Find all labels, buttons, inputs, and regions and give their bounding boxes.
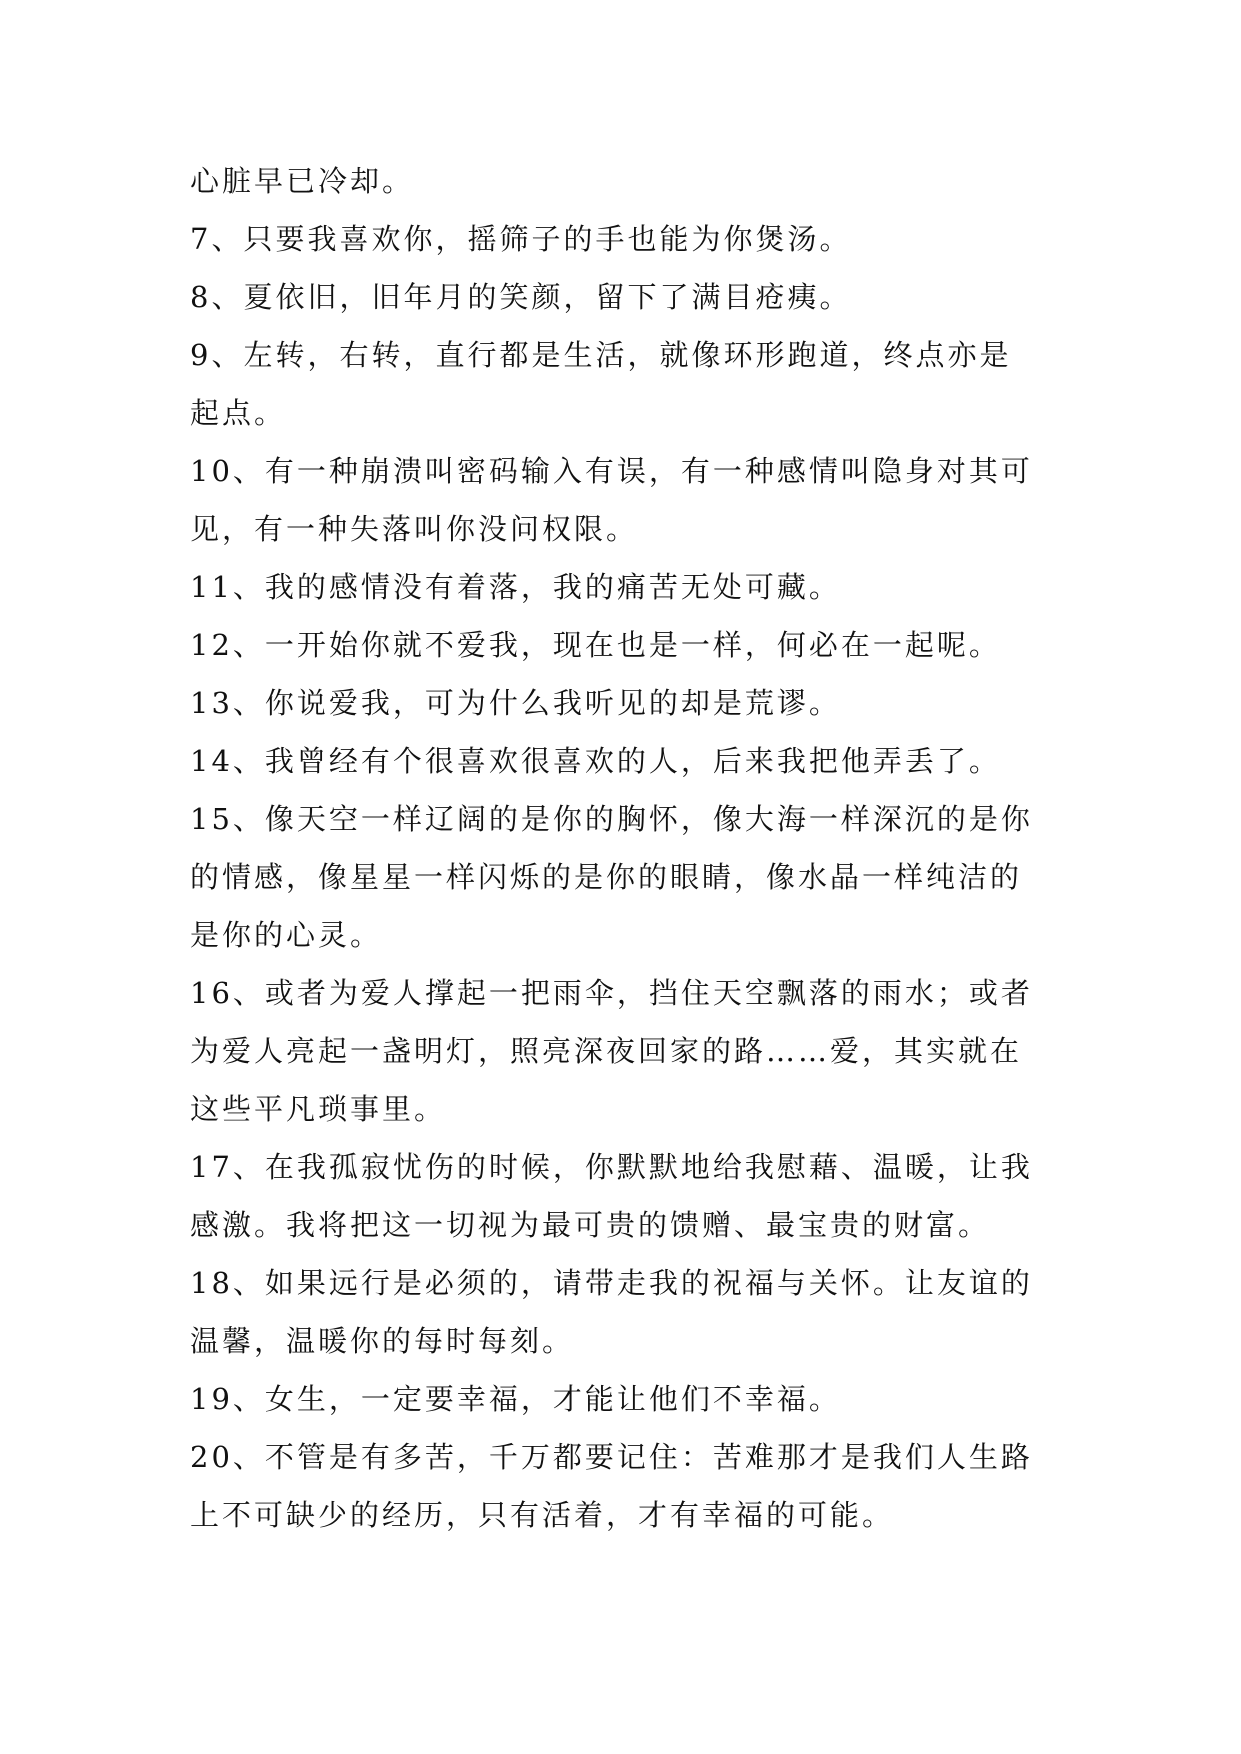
text-line: 14、我曾经有个很喜欢很喜欢的人，后来我把他弄丢了。 xyxy=(190,744,1001,778)
text-line: 10、有一种崩溃叫密码输入有误，有一种感情叫隐身对其可 xyxy=(190,454,1033,488)
text-line: 这些平凡琐事里。 xyxy=(190,1092,447,1126)
text-line: 17、在我孤寂忧伤的时候，你默默地给我慰藉、温暖，让我 xyxy=(190,1150,1033,1184)
text-line: 是你的心灵。 xyxy=(190,918,383,952)
text-line: 7、只要我喜欢你，摇筛子的手也能为你煲汤。 xyxy=(190,222,852,256)
text-line: 上不可缺少的经历，只有活着，才有幸福的可能。 xyxy=(190,1498,895,1532)
text-line: 温馨，温暖你的每时每刻。 xyxy=(190,1324,575,1358)
text-line: 19、女生，一定要幸福，才能让他们不幸福。 xyxy=(190,1382,841,1416)
text-line: 15、像天空一样辽阔的是你的胸怀，像大海一样深沉的是你 xyxy=(190,802,1033,836)
text-line: 9、左转，右转，直行都是生活，就像环形跑道，终点亦是 xyxy=(190,338,1012,372)
text-line: 为爱人亮起一盏明灯，照亮深夜回家的路……爱，其实就在 xyxy=(190,1034,1023,1068)
text-line: 感激。我将把这一切视为最可贵的馈赠、最宝贵的财富。 xyxy=(190,1208,991,1242)
text-line: 的情感，像星星一样闪烁的是你的眼睛，像水晶一样纯洁的 xyxy=(190,860,1023,894)
text-line: 起点。 xyxy=(190,396,287,430)
text-line: 18、如果远行是必须的，请带走我的祝福与关怀。让友谊的 xyxy=(190,1266,1033,1300)
text-line: 11、我的感情没有着落，我的痛苦无处可藏。 xyxy=(190,570,841,604)
text-line: 16、或者为爱人撑起一把雨伞，挡住天空飘落的雨水；或者 xyxy=(190,976,1033,1010)
text-line: 13、你说爱我，可为什么我听见的却是荒谬。 xyxy=(190,686,841,720)
text-line: 8、夏依旧，旧年月的笑颜，留下了满目疮痍。 xyxy=(190,280,852,314)
text-line: 20、不管是有多苦，千万都要记住：苦难那才是我们人生路 xyxy=(190,1440,1033,1474)
document-body xyxy=(190,152,1050,1544)
text-line: 12、一开始你就不爱我，现在也是一样，何必在一起呢。 xyxy=(190,628,1001,662)
text-line: 心脏早已冷却。 xyxy=(190,164,415,198)
text-line: 见，有一种失落叫你没问权限。 xyxy=(190,512,639,546)
